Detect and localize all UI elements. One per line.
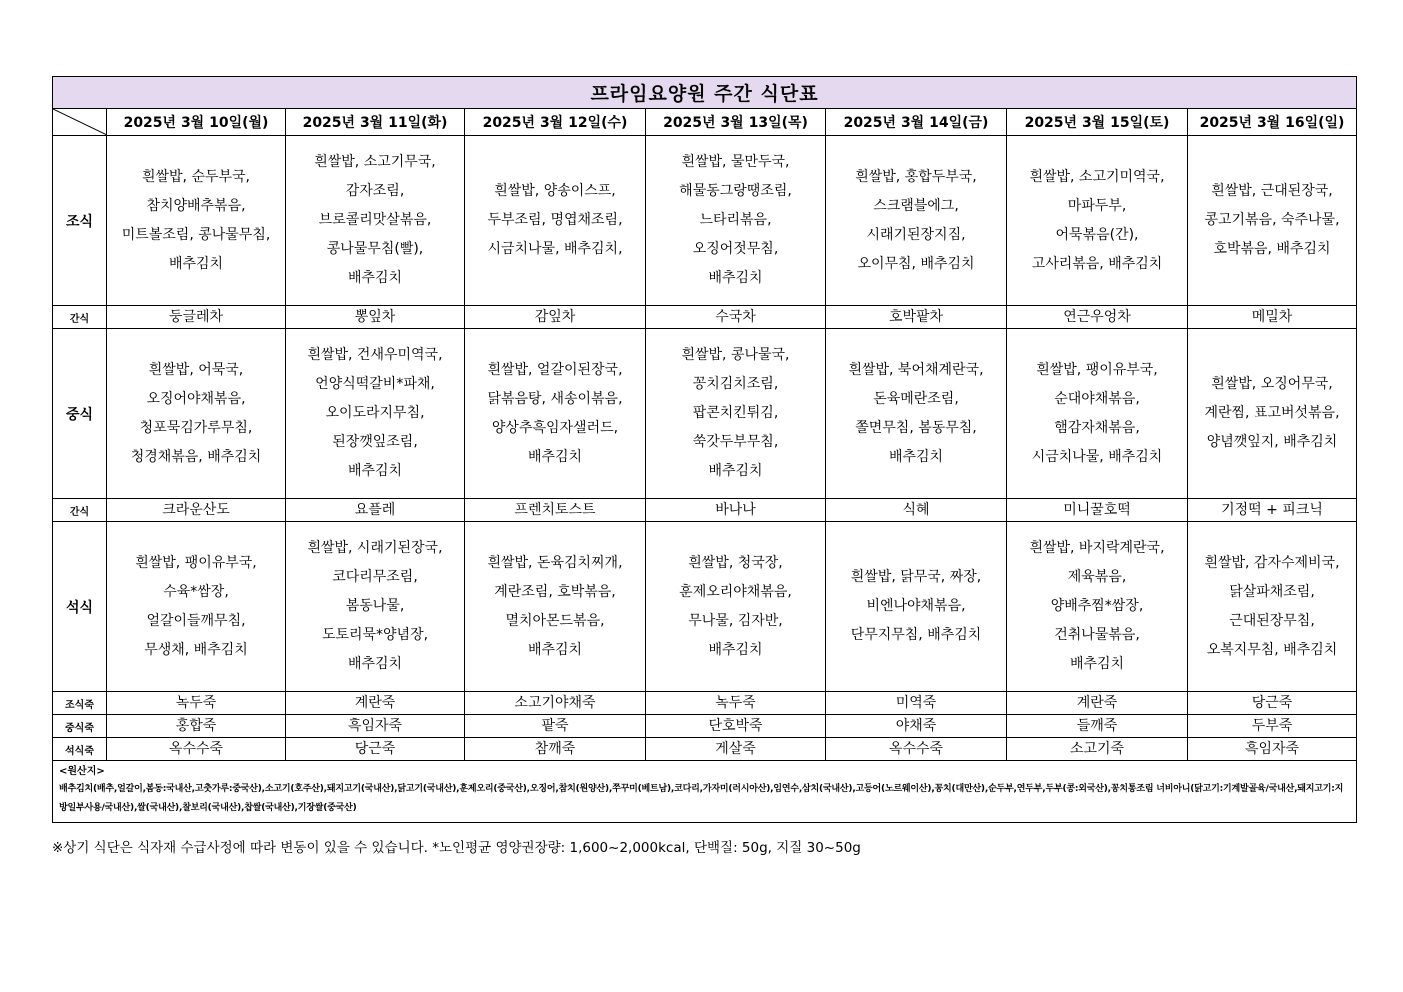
menu-item-line: 햄감자채볶음, [1054, 419, 1140, 436]
porridge-cell: 계란죽 [286, 692, 465, 715]
porridge-cell: 팥죽 [465, 715, 646, 738]
menu-item-line: 흰쌀밥, 근대된장국, [1211, 183, 1333, 199]
snack-cell: 기정떡 + 피크닉 [1188, 499, 1357, 522]
row-label-snack: 간식 [53, 499, 107, 522]
date-header-row [53, 109, 1357, 136]
menu-item-line: 미트볼조림, 콩나물무침, [121, 226, 271, 243]
menu-item-line: 멸치아몬드볶음, [505, 612, 605, 629]
porridge-cell: 미역죽 [826, 692, 1007, 715]
menu-item-line: 청포묵김가루무침, [139, 419, 253, 436]
menu-item-line: 흰쌀밥, 바지락계란국, [1029, 540, 1165, 556]
meal-cell [826, 329, 1007, 499]
menu-item-line: 흰쌀밥, 콩나물국, [681, 347, 790, 363]
menu-item-line: 배추김치 [527, 448, 583, 465]
menu-item-line: 콩나물무침(빨), [326, 241, 424, 257]
meal-cell [107, 136, 286, 306]
meal-cell [286, 329, 465, 499]
menu-item-line: 느타리볶음, [699, 212, 772, 228]
meal-cell [107, 329, 286, 499]
menu-item-line: 양상추흑임자샐러드, [491, 419, 619, 436]
row-label-porridge-breakfast: 조식죽 [53, 692, 107, 715]
porridge-cell: 야채죽 [826, 715, 1007, 738]
origin-title: <원산지> [59, 766, 105, 777]
menu-item-line: 흰쌀밥, 건새우미역국, [307, 347, 443, 363]
corner-cell [53, 109, 107, 136]
snack2-row [53, 499, 1357, 522]
day-header: 2025년 3월 11일(화) [286, 109, 465, 136]
porridge-dinner-row [53, 738, 1357, 761]
meal-cell [1188, 329, 1357, 499]
menu-item-line: 흰쌀밥, 순두부국, [141, 168, 251, 185]
menu-item-line: 단무지무침, 배추김치 [850, 627, 982, 643]
menu-item-line: 건취나물볶음, [1054, 627, 1140, 643]
meal-cell [1007, 522, 1188, 692]
snack-cell: 메밀차 [1188, 306, 1357, 329]
porridge-cell: 옥수수죽 [826, 738, 1007, 761]
menu-item-line: 수육*쌈장, [163, 583, 229, 600]
footnote: ※상기 식단은 식자재 수급사정에 따라 변동이 있을 수 있습니다. *노인평균 영양권장량: 1,600~2,000kcal, 단백질: 50g, 지질 30~50g [52, 840, 861, 856]
menu-item-line: 두부조림, 명엽채조림, [487, 212, 623, 228]
menu-item-line: 흰쌀밥, 양송이스프, [494, 183, 616, 199]
menu-item-line: 오징어야채볶음, [146, 390, 246, 407]
page-title: 프라임요양원 주간 식단표 [53, 77, 1357, 109]
porridge-cell: 소고기죽 [1007, 738, 1188, 761]
row-label-dinner: 석식 [53, 522, 107, 692]
menu-item-line: 흰쌀밥, 오징어무국, [1211, 376, 1333, 392]
day-header: 2025년 3월 16일(일) [1188, 109, 1357, 136]
menu-item-line: 배추김치 [347, 270, 403, 286]
menu-item-line: 콩고기볶음, 숙주나물, [1204, 212, 1340, 228]
menu-item-line: 고사리볶음, 배추김치 [1031, 255, 1163, 272]
snack-cell: 감잎차 [465, 306, 646, 329]
day-header: 2025년 3월 15일(토) [1007, 109, 1188, 136]
menu-item-line: 언양식떡갈비*파채, [315, 376, 435, 392]
menu-item-line: 도토리묵*양념장, [321, 627, 429, 643]
menu-item-line: 꽁치김치조림, [692, 376, 779, 392]
porridge-cell: 게살죽 [646, 738, 826, 761]
meal-cell [1188, 522, 1357, 692]
menu-item-line: 흰쌀밥, 물만두국, [681, 154, 790, 170]
snack-cell: 식혜 [826, 499, 1007, 522]
meal-cell [286, 522, 465, 692]
meal-cell [1007, 136, 1188, 306]
snack-cell: 바나나 [646, 499, 826, 522]
porridge-cell: 계란죽 [1007, 692, 1188, 715]
menu-item-line: 비엔나야채볶음, [866, 598, 966, 614]
menu-item-line: 청경채볶음, 배추김치 [130, 448, 262, 465]
menu-item-line: 된장깻잎조림, [332, 434, 418, 450]
menu-item-line: 근대된장무침, [1229, 612, 1315, 629]
menu-item-line: 닭살파채조림, [1229, 583, 1315, 600]
origin-text: 배추김치(배추,얼갈이,봄동:국내산,고춧가루:중국산),소고기(호주산),돼지고기(국내산),닭고기(국내산),훈제오리(중국산),오징어,참치(원양산),쭈꾸미(베트남),코다리,가자미(러시아산),임연수,삼치(국내산),고등어(노르웨이산),꽁치(대만산),순두부,연두부,두부(콩:외국산),꽁치통조림 너비아니(닭고기:기계발골육/국내산,돼지고기:지방일부사용/국내산),쌀(국내산),찰보리(국내산),찹쌀(국내산),기장쌀(중국산) [59, 784, 1344, 813]
porridge-cell: 흑임자죽 [286, 715, 465, 738]
menu-item-line: 감자조림, [345, 183, 405, 199]
menu-item-line: 흰쌀밥, 청국장, [688, 554, 783, 571]
menu-item-line: 브로콜리맛살볶음, [318, 212, 432, 228]
porridge-cell: 녹두죽 [107, 692, 286, 715]
menu-item-line: 흰쌀밥, 돈육김치찌개, [487, 554, 623, 571]
day-header: 2025년 3월 12일(수) [465, 109, 646, 136]
menu-item-line: 배추김치 [1069, 656, 1125, 672]
porridge-cell: 단호박죽 [646, 715, 826, 738]
meal-cell [465, 522, 646, 692]
snack-cell: 호박팥차 [826, 306, 1007, 329]
menu-item-line: 배추김치 [708, 463, 763, 479]
origin-cell [53, 761, 1357, 823]
snack-cell: 수국차 [646, 306, 826, 329]
menu-item-line: 마파두부, [1067, 197, 1127, 214]
menu-item-line: 돈육메란조림, [873, 390, 959, 407]
meal-cell [1188, 136, 1357, 306]
meal-cell [465, 329, 646, 499]
porridge-cell: 흑임자죽 [1188, 738, 1357, 761]
meal-cell [646, 136, 826, 306]
menu-item-line: 오이무침, 배추김치 [857, 255, 975, 272]
porridge-lunch-row [53, 715, 1357, 738]
menu-item-line: 닭볶음탕, 새송이볶음, [487, 390, 623, 407]
menu-item-line: 호박볶음, 배추김치 [1213, 241, 1331, 257]
menu-item-line: 훈제오리야채볶음, [679, 583, 792, 600]
menu-item-line: 봄동나물, [345, 598, 405, 614]
menu-item-line: 어묵볶음(간), [1055, 226, 1139, 243]
porridge-cell: 옥수수죽 [107, 738, 286, 761]
menu-item-line: 계란조림, 호박볶음, [494, 583, 616, 600]
porridge-cell: 당근죽 [286, 738, 465, 761]
porridge-cell: 소고기야채죽 [465, 692, 646, 715]
snack1-row [53, 306, 1357, 329]
menu-item-line: 배추김치 [347, 656, 403, 672]
menu-item-line: 흰쌀밥, 북어채계란국, [848, 361, 984, 378]
breakfast-row [53, 136, 1357, 306]
menu-item-line: 팝콘치킨튀김, [692, 405, 779, 421]
day-header: 2025년 3월 10일(월) [107, 109, 286, 136]
snack-cell: 둥글레차 [107, 306, 286, 329]
porridge-cell: 두부죽 [1188, 715, 1357, 738]
menu-item-line: 흰쌀밥, 홍합두부국, [855, 168, 977, 185]
row-label-snack: 간식 [53, 306, 107, 329]
menu-item-line: 배추김치 [347, 463, 403, 479]
snack-cell: 미니꿀호떡 [1007, 499, 1188, 522]
menu-item-line: 무나물, 김자반, [688, 612, 783, 629]
menu-item-line: 흰쌀밥, 어묵국, [148, 361, 244, 378]
porridge-cell: 참깨죽 [465, 738, 646, 761]
menu-item-line: 순대야채볶음, [1054, 390, 1140, 407]
menu-item-line: 흰쌀밥, 감자수제비국, [1204, 554, 1340, 571]
diagonal-line [53, 109, 107, 135]
menu-item-line: 흰쌀밥, 팽이유부국, [135, 554, 257, 571]
menu-item-line: 쫄면무침, 봄동무침, [855, 419, 977, 436]
menu-item-line: 배추김치 [888, 448, 944, 465]
menu-item-line: 오이도라지무침, [325, 405, 425, 421]
day-header: 2025년 3월 14일(금) [826, 109, 1007, 136]
menu-item-line: 해물동그랑땡조림, [679, 183, 792, 199]
menu-item-line: 배추김치 [527, 641, 583, 658]
menu-item-line: 쑥갓두부무침, [692, 434, 779, 450]
snack-cell: 크라운산도 [107, 499, 286, 522]
row-label-lunch: 중식 [53, 329, 107, 499]
menu-item-line: 흰쌀밥, 시래기된장국, [307, 540, 443, 556]
day-header: 2025년 3월 13일(목) [646, 109, 826, 136]
lunch-row [53, 329, 1357, 499]
menu-item-line: 코다리무조림, [332, 569, 418, 585]
row-label-porridge-dinner: 석식죽 [53, 738, 107, 761]
menu-item-line: 시래기된장지짐, [866, 226, 966, 243]
meal-cell [465, 136, 646, 306]
menu-item-line: 시금치나물, 배추김치 [1031, 448, 1163, 465]
menu-item-line: 배추김치 [168, 255, 224, 272]
menu-item-line: 참치양배추볶음, [146, 197, 246, 214]
menu-item-line: 무생채, 배추김치 [144, 641, 248, 658]
meal-cell [107, 522, 286, 692]
row-label-porridge-lunch: 중식죽 [53, 715, 107, 738]
menu-item-line: 양념깻잎지, 배추김치 [1206, 434, 1338, 450]
porridge-cell: 당근죽 [1188, 692, 1357, 715]
row-label-breakfast: 조식 [53, 136, 107, 306]
porridge-breakfast-row [53, 692, 1357, 715]
snack-cell: 뽕잎차 [286, 306, 465, 329]
snack-cell: 연근우엉차 [1007, 306, 1188, 329]
porridge-cell: 들깨죽 [1007, 715, 1188, 738]
menu-item-line: 계란찜, 표고버섯볶음, [1204, 405, 1340, 421]
porridge-cell: 녹두죽 [646, 692, 826, 715]
menu-item-line: 배추김치 [708, 270, 763, 286]
menu-item-line: 오징어젓무침, [692, 241, 779, 257]
snack-cell: 요플레 [286, 499, 465, 522]
meal-cell [1007, 329, 1188, 499]
meal-cell [646, 522, 826, 692]
menu-item-line: 시금치나물, 배추김치, [487, 241, 623, 257]
meal-cell [826, 522, 1007, 692]
meal-cell [286, 136, 465, 306]
menu-sheet [52, 76, 1356, 823]
weekly-menu-table [52, 76, 1357, 823]
menu-item-line: 흰쌀밥, 소고기무국, [314, 154, 436, 170]
menu-item-line: 오복지무침, 배추김치 [1206, 641, 1338, 658]
snack-cell: 프렌치토스트 [465, 499, 646, 522]
origin-row [53, 761, 1357, 823]
menu-item-line: 스크램블에그, [873, 197, 959, 214]
menu-item-line: 배추김치 [708, 641, 763, 658]
meal-cell [646, 329, 826, 499]
meal-cell [826, 136, 1007, 306]
menu-item-line: 제육볶음, [1067, 569, 1127, 585]
menu-item-line: 양배추찜*쌈장, [1050, 598, 1144, 614]
menu-item-line: 흰쌀밥, 얼갈이된장국, [487, 361, 623, 378]
menu-item-line: 얼갈이들깨무침, [146, 612, 246, 629]
menu-item-line: 흰쌀밥, 팽이유부국, [1036, 361, 1158, 378]
menu-item-line: 흰쌀밥, 닭무국, 짜장, [850, 569, 982, 585]
menu-item-line: 흰쌀밥, 소고기미역국, [1029, 168, 1165, 185]
dinner-row [53, 522, 1357, 692]
porridge-cell: 홍합죽 [107, 715, 286, 738]
